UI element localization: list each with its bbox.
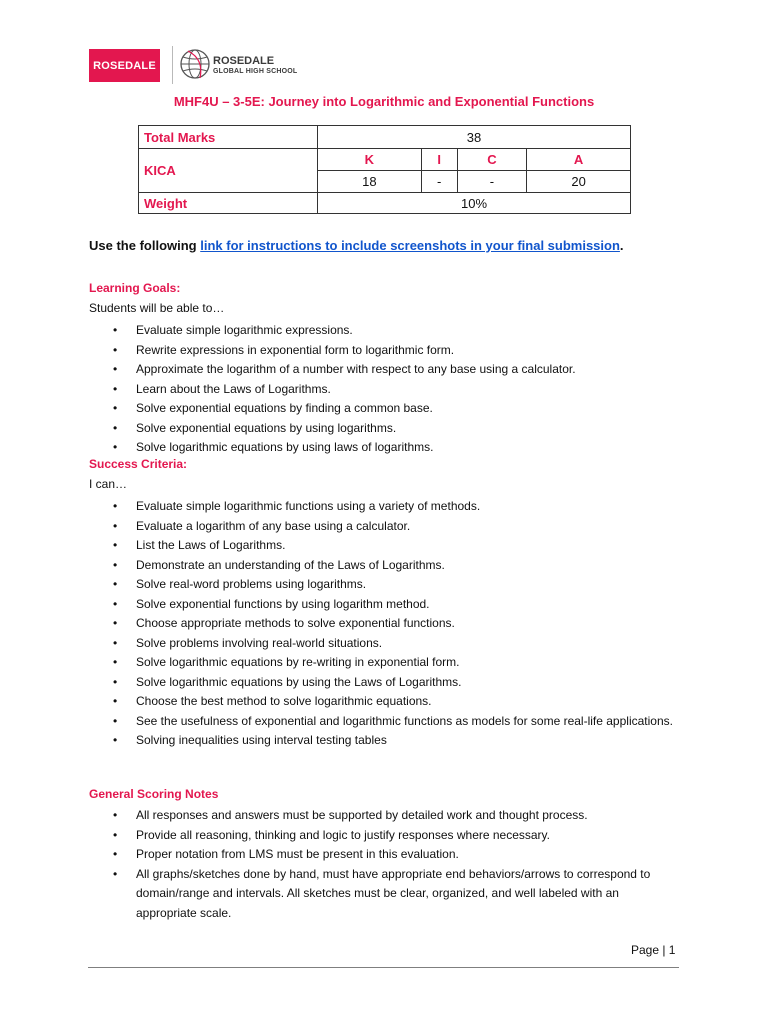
bullet-icon: • [113,596,118,611]
scoring-notes-heading: General Scoring Notes [89,787,219,801]
bullet-icon: • [113,635,118,650]
bullet-icon: • [113,499,118,513]
list-item: • Rewrite expressions in exponential form to logarithmic form. [0,341,678,361]
page-number: Page | 1 [631,943,676,957]
total-marks-label: Total Marks [139,126,318,149]
list-item: • Demonstrate an understanding of the Laws of Logarithms. [0,556,678,576]
bullet-icon: • [113,616,118,630]
instructions-link[interactable]: link for instructions to include screenshots in your final submission [200,238,620,253]
list-item: • Approximate the logarithm of a number with respect to any base using a calculator. [0,360,678,380]
bullet-icon: • [113,518,118,533]
document-title: MHF4U – 3-5E: Journey into Logarithmic and Exponential Functions [173,94,595,109]
marks-table [138,125,631,214]
list-item: • See the usefulness of exponential and logarithmic functions as models for some real-life applications. [0,712,678,732]
list-item: • Evaluate simple logarithmic functions using a variety of methods. [0,497,678,517]
weight-value: 10% [318,193,631,214]
table-row [139,193,631,214]
bullet-icon: • [113,577,118,591]
list-item: • Provide all reasoning, thinking and logic to justify responses where necessary. [0,826,678,846]
bullet-icon: • [113,381,118,396]
bullet-icon: • [113,538,118,552]
kica-value-i: - [421,171,457,193]
learning-goals-intro: Students will be able to… [89,301,225,315]
list-item: • Solve logarithmic equations by re-writing in exponential form. [0,653,678,673]
list-item: • List the Laws of Logarithms. [0,536,678,556]
kica-header-c: C [457,149,527,171]
list-item: • Proper notation from LMS must be present in this evaluation. [0,845,678,865]
list-item: • Evaluate simple logarithmic expressions. [0,321,678,341]
footer-divider [88,967,679,968]
kica-value-k: 18 [318,171,422,193]
instructions-prefix: Use the following [89,238,201,253]
list-item: • Solve logarithmic equations by using the Laws of Logarithms. [0,673,678,693]
bullet-icon: • [113,733,118,747]
kica-value-a: 20 [527,171,631,193]
bullet-icon: • [113,827,118,842]
bullet-icon: • [113,655,118,669]
list-item: • Solve problems involving real-world situations. [0,634,678,654]
list-item: • Solving inequalities using interval testing tables [0,731,678,751]
bullet-icon: • [113,440,118,454]
learning-goals-heading: Learning Goals: [89,281,181,295]
bullet-icon: • [113,866,118,881]
list-item: • Solve exponential functions by using logarithm method. [0,595,678,615]
success-criteria-list [0,497,678,751]
kica-header-a: A [527,149,631,171]
bullet-icon: • [113,323,118,337]
kica-header-k: K [318,149,422,171]
success-criteria-intro: I can… [89,477,128,491]
kica-value-c: - [457,171,527,193]
bullet-icon: • [113,808,118,822]
list-item: • All graphs/sketches done by hand, must have appropriate end behaviors/arrows to correspond to domain/range and intervals. All sketches must be clear, organized, and well labeled with an appropriate scale. [113,866,651,920]
table-row [139,149,631,171]
instructions-suffix: . [619,238,624,253]
scoring-notes-list [0,806,678,923]
list-item: • Learn about the Laws of Logarithms. [0,380,678,400]
total-marks-value: 38 [318,126,631,149]
list-item: • All responses and answers must be supported by detailed work and thought process. [0,806,678,826]
kica-label: KICA [139,149,318,193]
success-criteria-heading: Success Criteria: [89,457,188,471]
instructions-line [89,238,624,253]
learning-goals-list [0,321,678,458]
brand-subtitle: GLOBAL HIGH SCHOOL [213,68,298,75]
globe-icon [178,47,212,81]
bullet-icon: • [113,420,118,435]
list-item: • Evaluate a logarithm of any base using a calculator. [0,517,678,537]
bullet-icon: • [113,342,118,357]
list-item: • Solve exponential equations by using logarithms. [0,419,678,439]
list-item: • Choose the best method to solve logarithmic equations. [0,692,678,712]
bullet-icon: • [113,694,118,708]
table-row [139,126,631,149]
bullet-icon: • [113,847,118,861]
bullet-icon: • [113,674,118,689]
bullet-icon: • [113,401,118,415]
list-item: • Solve logarithmic equations by using laws of logarithms. [0,438,678,458]
bullet-icon: • [113,362,118,376]
logo-divider [172,46,173,84]
list-item: • Choose appropriate methods to solve exponential functions. [0,614,678,634]
brand-name: ROSEDALE [213,55,275,67]
kica-header-i: I [421,149,457,171]
rosedale-logo: ROSEDALE [89,49,160,82]
list-item: • Solve exponential equations by finding a common base. [0,399,678,419]
weight-label: Weight [139,193,318,214]
bullet-icon: • [113,713,118,728]
bullet-icon: • [113,557,118,572]
list-item: • Solve real-word problems using logarithms. [0,575,678,595]
